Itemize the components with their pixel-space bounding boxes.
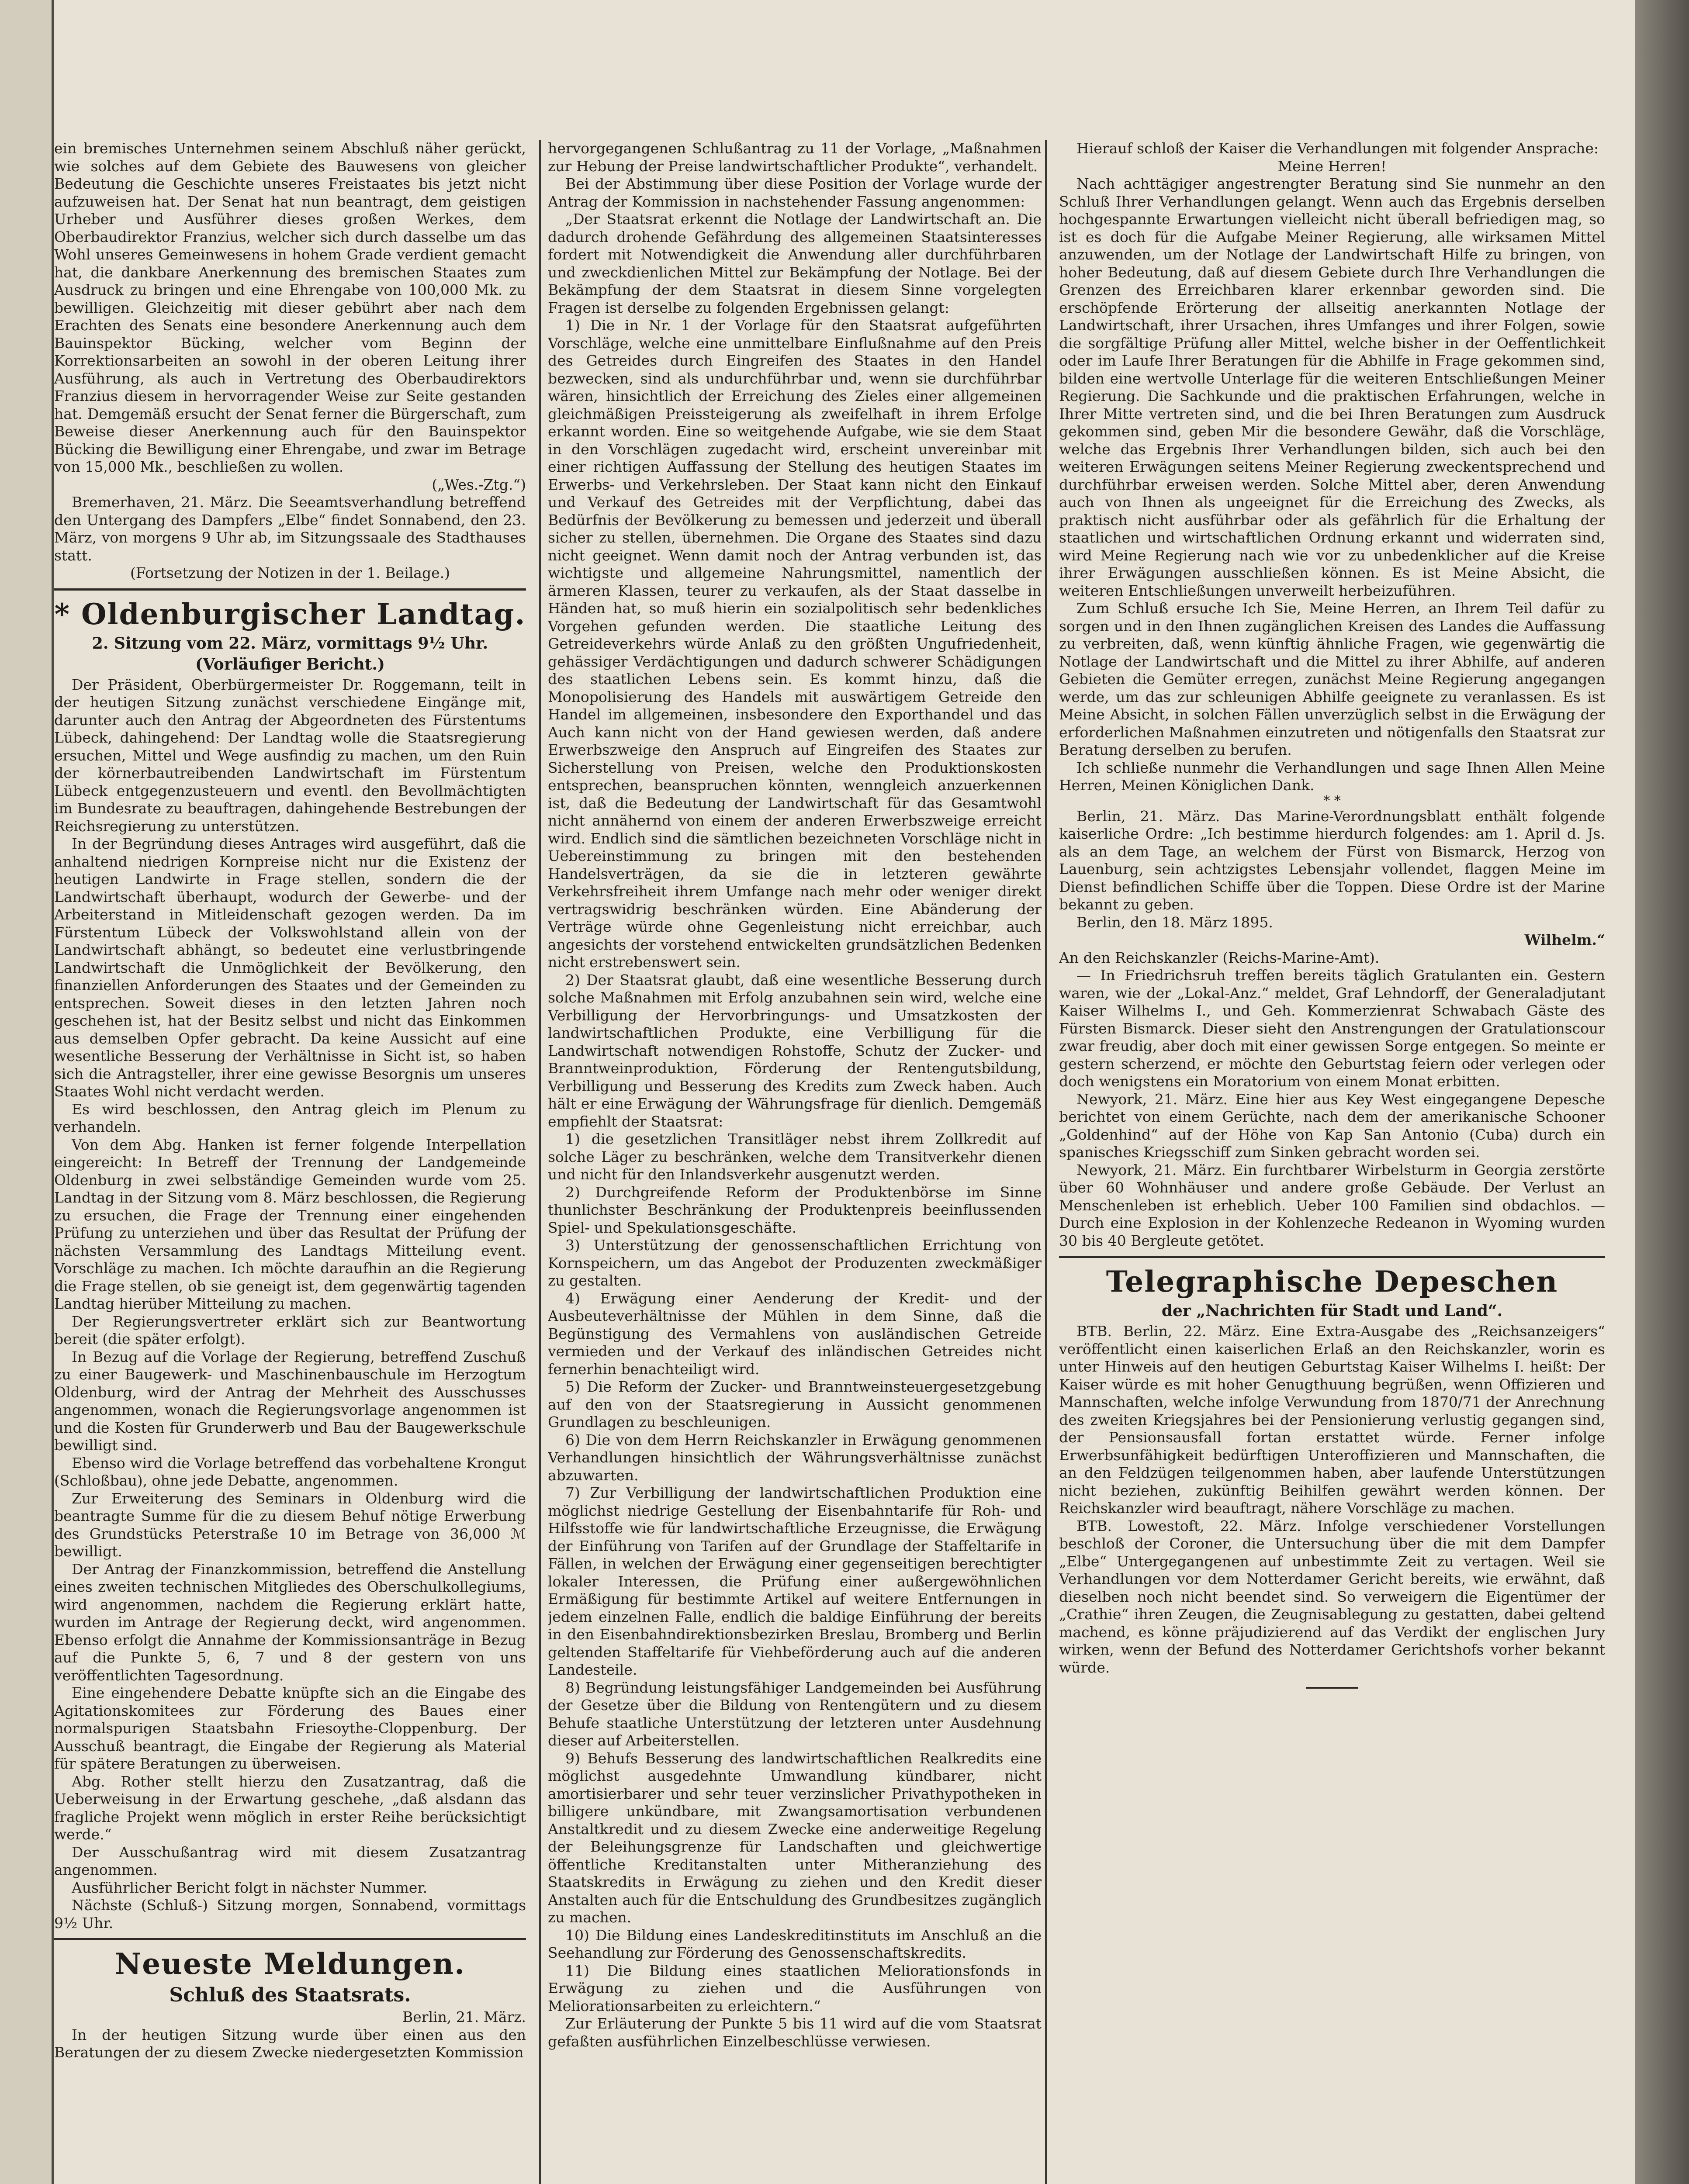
heading-telegraphische-depeschen: Telegraphische Depeschen: [1106, 1265, 1558, 1299]
subheading-bericht: (Vorläufiger Bericht.): [195, 655, 385, 674]
landtag-paragraph: Der Regierungsvertreter erklärt sich zur Beantwortung bereit (die später erfolgt).: [54, 1313, 526, 1348]
section-rule: [54, 588, 526, 591]
kaiser-speech-paragraph: Zum Schluß ersuche Ich Sie, Meine Herren, an Ihrem Teil dafür zu sorgen und in den Ihnen zugänglichen Kreisen des Landes die Auffassung zu verbreiten, daß, wenn künftig ähnliche Fragen, wie gegenwärtig die Notlage der Landwirtschaft und die Mittel zu ihrer Abhilfe, auf anderen Gebieten die Gemüter erregen, zunächst Meine Regierung angegangen werde, um das zur schleunigen Abhilfe geeignete zu veranlassen. Es ist Meine Absicht, in solchen Fällen unverzüglich selbst in die Erwägung der erforderlichen Maßnahmen einzutreten und nötigenfalls den Staatsrat zur Beratung derselben zu berufen.: [1059, 600, 1605, 758]
order-signature: Wilhelm.“: [1524, 931, 1605, 948]
staatsrat-paragraph: 9) Behufs Besserung des landwirtschaftlichen Realkredits eine möglichst ausgedehnte Umwandlung kündbarer, nicht amortisierbarer und sehr teuer verzinslicher Privathypotheken in billigere unkündbare, mit Zwangsamortisation verbundenen Anstaltkredit und zu diesem Zwecke eine anderweitige Regelung der Beleihungsgrenze für Landschaften und gleichwertige öffentliche Kreditanstalten unter Mitheranziehung des Staatskredits in Erwägung zu ziehen und den Kredit dieser Anstalten auch für die Entschuldung des Grundbesitzes zugänglich zu machen.: [548, 1749, 1042, 1926]
landtag-paragraph: Ebenso wird die Vorlage betreffend das vorbehaltene Krongut (Schloßbau), ohne jede Debatte, angenommen.: [54, 1454, 526, 1489]
dateline-berlin: Berlin, 21. März.: [402, 2008, 526, 2025]
article-bremerhaven: Bremerhaven, 21. März. Die Seeamtsverhandlung betreffend den Untergang des Dampfers „Elbe“ findet Sonnabend, den 23. März, von morgens 9 Uhr ab, im Sitzungssaale des Stadthauses statt.: [54, 494, 526, 564]
landtag-paragraph: Von dem Abg. Hanken ist ferner folgende Interpellation eingereicht: In Betreff der Trennung der Landgemeinde Oldenburg in zwei selbständige Gemeinden wurde vom 25. Landtag in der Sitzung vom 8. März beschlossen, die Regierung zu ersuchen, die Frage der Trennung einer eingehenden Prüfung zu unterziehen und über das Resultat der Prüfung der nächsten Versammlung des Landtags Mitteilung event. Vorschläge zu machen. Ich möchte daraufhin an die Regierung die Frage stellen, ob sie geneigt ist, dem gegenwärtig tagenden Landtag hierüber Mitteilung zu machen.: [54, 1136, 526, 1312]
separator-stars: * *: [1323, 793, 1341, 809]
heading-landtag: * Oldenburgischer Landtag.: [54, 597, 526, 631]
kaiser-speech-paragraph: Nach achttägiger angestrengter Beratung sind Sie nunmehr an den Schluß Ihrer Verhandlungen gelangt. Wenn auch das Ergebnis derselben hochgespannte Erwartungen vielleicht nicht überall befriedigen mag, so ist es doch für die Aufgabe Meiner Regierung, alle wirksamen Mittel anzuwenden, um der Notlage der Landwirtschaft Hilfe zu bringen, von hoher Bedeutung, daß auf diesem Gebiete durch Ihre Verhandlungen die Grenzen des Erreichbaren klarer erkennbar geworden sind. Die erschöpfende Erörterung der allseitig anerkannten Notlage der Landwirtschaft, ihrer Ursachen, ihres Umfanges und ihrer Folgen, sowie die sorgfältige Prüfung aller Mittel, welche bisher in der Oeffentlichkeit oder im Laufe Ihrer Beratungen für die Abhilfe in Frage gekommen sind, bilden eine wertvolle Unterlage für die weiteren Entschließungen Meiner Regierung. Die Sachkunde und die praktischen Erfahrungen, welche in Ihrer Mitte vertreten sind, und die bei Ihren Beratungen zum Ausdruck gekommen sind, geben Mir die besondere Gewähr, daß die Vorschläge, welche das Ergebnis Ihrer Verhandlungen bilden, sich auch bei den weiteren Erwägungen seitens Meiner Regierung zweckentsprechend und durchführbar erweisen werden. Solche Mittel aber, deren Anwendung auch von Ihnen als ungeeignet für die Erreichung des Zwecks, als praktisch nicht ausführbar oder als gefährlich für die Erhaltung der staatlichen und wirtschaftlichen Ordnung erkannt und widerraten sind, wird Meine Regierung nach wie vor zu unbedenklicher auf die Kreise ihrer Erwägungen ausschließen können. Es ist Meine Absicht, die weiteren Entschließungen unverweilt herbeizuführen.: [1059, 175, 1605, 599]
dispatch-lowestoft: BTB. Lowestoft, 22. März. Infolge verschiedener Vorstellungen beschloß der Coroner, die Untersuchung über die mit dem Dampfer „Elbe“ Untergegangenen auf unbestimmte Zeit zu vertagen. Weil sie Verhandlungen vor dem Notterdamer Gericht bereits, wie erwähnt, daß dieselben noch nicht beendet sind. So verweigern die Eigentümer der „Crathie“ ihren Zeugen, die Zeugnisablegung zu gestatten, dabei geltend machend, es könne präjudizierend auf das Verdikt der englischen Jury wirken, wenn der Befund des Notterdamer Gerichtshofs vorher bekannt würde.: [1059, 1517, 1605, 1676]
landtag-paragraph: Zur Erweiterung des Seminars in Oldenburg wird die beantragte Summe für die zu diesem Behuf nötige Erwerbung des Grundstücks Peterstraße 10 im Betrage von 36,000 ℳ bewilligt.: [54, 1489, 526, 1560]
landtag-paragraph: Der Ausschußantrag wird mit diesem Zusatzantrag angenommen.: [54, 1843, 526, 1878]
scanner-edge: [0, 0, 52, 2184]
speech-salutation: Meine Herren!: [1277, 157, 1387, 175]
column-left: [54, 140, 526, 2184]
staatsrat-paragraph: 10) Die Bildung eines Landeskreditinstituts im Anschluß an die Seehandlung zur Förderung des Genossenschaftskredits.: [548, 1926, 1042, 1961]
article-friedrichsruh: — In Friedrichsruh treffen bereits täglich Gratulanten ein. Gestern waren, wie der „Lokal-Anz.“ meldet, Graf Lehndorff, der Generaladjutant Kaiser Wilhelms I., und Geh. Kommerzienrat Schwabach Gäste des Fürsten Bismarck. Dieser sieht den Anstrengungen der Gratulationscour zwar freudig, aber doch mit einer gewissen Sorge entgegen. So meinte er gestern scherzend, er möchte den Geburtstag feiern oder verlegen oder doch wenigstens ein Moratorium von einem Monat erbitten.: [1059, 967, 1605, 1090]
column-rule-1: [539, 140, 541, 2184]
article-newyork-1: Newyork, 21. März. Eine hier aus Key West eingegangene Depesche berichtet von einem Gerüchte, nach dem der amerikanische Schooner „Goldenhind“ auf der Höhe von Kap San Antonio (Cuba) durch ein spanisches Kriegsschiff zum Sinken gebracht worden sei.: [1059, 1090, 1605, 1161]
staatsrat-paragraph: In der heutigen Sitzung wurde über einen aus den Beratungen der zu diesem Zwecke niedergesetzten Kommission: [54, 2026, 526, 2061]
article-marine-order: Berlin, 21. März. Das Marine-Verordnungsblatt enthält folgende kaiserliche Ordre: „Ich bestimme hierdurch folgendes: am 1. April d. Js. als an dem Tage, an welchem der Fürst von Bismarck, Herzog von Lauenburg, sein achtzigstes Lebensjahr vollendet, flaggen Meine im Dienst befindlichen Schiffe über die Toppen. Diese Ordre ist der Marine bekannt zu geben.: [1059, 807, 1605, 913]
order-place-date: Berlin, den 18. März 1895.: [1076, 913, 1273, 931]
staatsrat-paragraph: 5) Die Reform der Zucker- und Branntweinsteuergesetzgebung auf den von der Staatsregierung in Aussicht genommenen Grundlagen zu beschleunigen.: [548, 1378, 1042, 1431]
staatsrat-paragraph: hervorgegangenen Schlußantrag zu 11 der Vorlage, „Maßnahmen zur Hebung der Preise landwirtschaftlicher Produkte“, verhandelt.: [548, 140, 1042, 175]
staatsrat-paragraph: „Der Staatsrat erkennt die Notlage der Landwirtschaft an. Die dadurch drohende Gefährdung des allgemeinen Staatsinteresses fordert mit Notwendigkeit die Anwendung aller durchführbaren und zweckdienlichen Mittel zur Bekämpfung der Notlage. Bei der Bekämpfung der dem Staatsrat in diesem Sinne vorgelegten Fragen ist derselbe zu folgenden Ergebnissen gelangt:: [548, 211, 1042, 316]
section-rule: [54, 1938, 526, 1940]
landtag-paragraph: Abg. Rother stellt hierzu den Zusatzantrag, daß die Ueberweisung in der Erwartung geschehe, „daß alsdann das fragliche Projekt wenn möglich in erster Reihe berücksichtigt werde.“: [54, 1773, 526, 1843]
section-rule: [1059, 1256, 1605, 1258]
staatsrat-paragraph: 3) Unterstützung der genossenschaftlichen Errichtung von Kornspeichern, um das Angebot der Produzenten zweckmäßiger zu gestalten.: [548, 1237, 1042, 1289]
landtag-paragraph: Der Antrag der Finanzkommission, betreffend die Anstellung eines zweiten technischen Mitgliedes des Oberschulkollegiums, wird angenommen, nachdem die Regierung erklärt hatte, wurden im Antrage der Regierung deckt, wird angenommen. Ebenso erfolgt die Annahme der Kommissionsanträge in Bezug auf die Punkte 5, 6, 7 und 8 der gestern von uns veröffentlichten Tagesordnung.: [54, 1560, 526, 1684]
newspaper-page: [54, 0, 1635, 2184]
landtag-paragraph: Der Präsident, Oberbürgermeister Dr. Roggemann, teilt in der heutigen Sitzung zunächst verschiedene Eingänge mit, darunter auch den Antrag der Abgeordneten des Fürstentums Lübeck, dahingehend: Der Landtag wolle die Staatsregierung ersuchen, Mittel und Wege ausfindig zu machen, um den Ruin der körnerbautreibenden Landwirtschaft im Fürstentum Lübeck entgegenzusteuern und eventl. den Bevollmächtigten im Bundesrate zu beauftragen, dahingehende Bestrebungen der Reichsregierung zu unterstützen.: [54, 676, 526, 835]
staatsrat-paragraph: 8) Begründung leistungsfähiger Landgemeinden bei Ausführung der Gesetze über die Bildung von Rentengütern und zu diesem Behufe staatliche Unterstützung der letzteren unter Ausdehnung dieser auf Arbeiterstellen.: [548, 1679, 1042, 1749]
continuation-note: (Fortsetzung der Notizen in der 1. Beilage.): [130, 564, 450, 581]
staatsrat-paragraph: 11) Die Bildung eines staatlichen Meliorationsfonds in Erwägung zu ziehen und die Ausführungen von Meliorationsarbeiten zu erleichtern.“: [548, 1962, 1042, 2015]
staatsrat-paragraph: 2) Durchgreifende Reform der Produktenbörse im Sinne thunlichster Beschränkung der Produktenpreis beeinflussenden Spiel- und Spekulationsgeschäfte.: [548, 1183, 1042, 1236]
landtag-paragraph: In der Begründung dieses Antrages wird ausgeführt, daß die anhaltend niedrigen Kornpreise nicht nur die Existenz der heutigen Landwirte in Frage stellen, sondern die der Landwirtschaft überhaupt, wodurch der Gewerbe- und der Arbeiterstand in Mitleidenschaft gezogen werden. Da im Fürstentum Lübeck der Volkswohlstand allein von der Landwirtschaft abhängt, so bedeutet eine verlustbringende Landwirtschaft die Unmöglichkeit der Bevölkerung, den finanziellen Anforderungen des Staates und der Gemeinden zu entsprechen. Soweit dieses in den letzten Jahren noch geschehen ist, hat der Besitz selbst und nicht das Einkommen aus demselben Opfer gebracht. Da keine Aussicht auf eine wesentliche Besserung der Verhältnisse in Sicht ist, so haben sich die Antragsteller, ihrer eine gewisse Besorgnis um unseres Staates Wohl nicht verdacht werden.: [54, 835, 526, 1100]
landtag-paragraph: Ausführlicher Bericht folgt in nächster Nummer.: [72, 1879, 428, 1896]
staatsrat-paragraph: 4) Erwägung einer Aenderung der Kredit- und der Ausbeuteverhältnisse der Mühlen in dem Sinne, daß die Begünstigung des Vermahlens von ausländischen Getreide vermieden und der Verkauf des inländischen Getreides nicht fernerhin benachteiligt wird.: [548, 1289, 1042, 1378]
subheading-sitzung: 2. Sitzung vom 22. März, vormittags 9½ Uhr.: [92, 634, 488, 653]
staatsrat-paragraph: 2) Der Staatsrat glaubt, daß eine wesentliche Besserung durch solche Maßnahmen mit Erfolg anzubahnen sein wird, welche eine Verbilligung der Hervorbringungs- und Umsatzkosten der landwirtschaftlichen Produkte, eine Verbilligung für die Landwirtschaft notwendigen Rohstoffe, Schutz der Zucker- und Branntweinproduktion, Förderung der Rentengutsbildung, Verbilligung und Besserung des Kredits zum Zweck haben. Auch hält er eine Erwägung der Währungsfrage für dienlich. Demgemäß empfiehlt der Staatsrat:: [548, 971, 1042, 1130]
staatsrat-paragraph: 7) Zur Verbilligung der landwirtschaftlichen Produktion eine möglichst niedrige Gestellung der Eisenbahntarife für Roh- und Hilfsstoffe wie für landwirtschaftliche Erzeugnisse, die Erwägung der Einführung von Tarifen auf der Grundlage der Staffeltarife in Fällen, in welchen der Erwägung einer gegenseitigen berechtigter lokaler Interessen, die Prüfung einer außergewöhnlichen Ermäßigung für bestimmte Artikel auf weitere Entfernungen in jedem einzelnen Falle, endlich die baldige Einführung der bereits in den Eisenbahndirektionsbezirken Breslau, Bromberg und Berlin geltenden Staffeltarife für Viehbeförderung auch auf die anderen Landesteile.: [548, 1484, 1042, 1678]
kaiser-speech-intro: Hierauf schloß der Kaiser die Verhandlungen mit folgender Ansprache:: [1076, 140, 1599, 157]
landtag-paragraph: Es wird beschlossen, den Antrag gleich im Plenum zu verhandeln.: [54, 1100, 526, 1135]
staatsrat-paragraph: 6) Die von dem Herrn Reichskanzler in Erwägung genommenen Verhandlungen hinsichtlich der Währungsverhältnisse zunächst abzuwarten.: [548, 1431, 1042, 1484]
heading-schluss-staatsrat: Schluß des Staatsrats.: [169, 1984, 411, 2006]
column-right: [1059, 140, 1605, 2184]
page-shadow: [1635, 0, 1689, 2184]
landtag-paragraph: Nächste (Schluß-) Sitzung morgen, Sonnabend, vormittags 9½ Uhr.: [54, 1897, 526, 1932]
heading-neueste-meldungen: Neueste Meldungen.: [114, 1947, 466, 1981]
staatsrat-paragraph: Zur Erläuterung der Punkte 5 bis 11 wird auf die vom Staatsrat gefaßten ausführlichen Einzelbeschlüsse verwiesen.: [548, 2015, 1042, 2050]
dispatch-berlin: BTB. Berlin, 22. März. Eine Extra-Ausgabe des „Reichsanzeigers“ veröffentlicht einen kaiserlichen Erlaß an den Reichskanzler, worin es unter Hinweis auf den heutigen Geburtstag Kaiser Wilhelms I. heißt: Der Kaiser würde es mit hoher Genugthuung begrüßen, wenn Offizieren und Mannschaften, welche infolge Verwundung from 1870/71 der Anrechnung des zweiten Kriegsjahres bei der Pensionierung verlustig gegangen sind, der Pensionsausfall fortan erstattet würde. Ferner infolge Erwerbsunfähigkeit bedürftigen Unteroffizieren und Mannschaften, die an den Feldzügen teilgenommen haben, aber laufende Unterstützungen nicht beziehen, zukünftig Beihilfen gewährt werden können. Der Reichskanzler wird beauftragt, nähere Vorschläge zu machen.: [1059, 1323, 1605, 1517]
staatsrat-paragraph: 1) Die in Nr. 1 der Vorlage für den Staatsrat aufgeführten Vorschläge, welche eine unmittelbare Einflußnahme auf den Preis des Getreides durch Eingreifen des Staates in den Handel bezwecken, sind als undurchführbar und, wenn sie durchführbar wären, hinsichtlich der Erreichung des Zieles einer allgemeinen gleichmäßigen Preissteigerung als zweifelhaft in ihrem Erfolge erkannt worden. Eine so weitgehende Aufgabe, wie sie dem Staat in den Vorschlägen zugedacht wird, erscheint unvereinbar mit einer richtigen Auffassung der Stellung des heutigen Staates im Erwerbs- und Verkehrsleben. Der Staat kann nicht den Einkauf und Verkauf des Getreides mit der Verpflichtung, dabei das Bedürfnis der Bevölkerung zu bemessen und jederzeit und überall sicher zu stellen, übernehmen. Die Organe des Staates sind dazu nicht geeignet. Wenn damit noch der Antrag verbunden ist, das wichtigste und allgemeine Nahrungsmittel, namentlich der ärmeren Klassen, teurer zu verkaufen, als der Staat dasselbe in Händen hat, so muß hierin ein sozialpolitisch sehr bedenkliches Vorgehen gefunden werden. Die staatliche Leitung des Getreideverkehrs würde Anlaß zu den größten Ungufriedenheit, gehässiger Verdächtigungen und dadurch schwerer Schädigungen des staatlichen Lebens sein. Es kommt hinzu, daß die Monopolisierung des Handels mit auswärtigem Getreide den Handel im allgemeinen, insbesondere den Exporthandel und das Auch kann nicht von der Hand gewiesen werden, daß andere Erwerbszweige den Anspruch auf Eingreifen des Staates zur Sicherstellung von Preisen, welche den Produktionskosten entsprechen, beanspruchen könnten, wenngleich anzuerkennen ist, daß die Bedeutung der Landwirtschaft für das Gesamtwohl nicht annähernd von einem der anderen Erwerbszweige erreicht wird. Endlich sind die sämtlichen bezeichneten Vorschläge nicht in Uebereinstimmung zu bringen mit den bestehenden Handelsverträgen, da sie die in letzteren gewährte Verkehrsfreiheit ihrem Umfange nach mehr oder weniger direkt vertragswidrig beschränken würden. Eine Abänderung der Verträge würde ohne Gegenleistung nicht erreichbar, auch angesichts der vorstehend entwickelten grundsätzlichen Bedenken nicht erstrebenswert sein.: [548, 317, 1042, 971]
column-rule-2: [1045, 140, 1047, 2184]
staatsrat-paragraph: 1) die gesetzlichen Transitläger nebst ihrem Zollkredit auf solche Läger zu beschränken, welche dem Transitverkehr dienen und nicht für den Inlandsverkehr ausgenutzt werden.: [548, 1130, 1042, 1183]
end-rule: [1306, 1687, 1358, 1689]
staatsrat-paragraph: Bei der Abstimmung über diese Position der Vorlage wurde der Antrag der Kommission in nachstehender Fassung angenommen:: [548, 175, 1042, 210]
subheading-nachrichten: der „Nachrichten für Stadt und Land“.: [1161, 1302, 1503, 1320]
order-recipient: An den Reichskanzler (Reichs-Marine-Amt).: [1059, 949, 1380, 966]
kaiser-speech-paragraph: Ich schließe nunmehr die Verhandlungen und sage Ihnen Allen Meine Herren, Meinen Königlichen Dank.: [1059, 759, 1605, 794]
source-credit: („Wes.-Ztg.“): [432, 476, 526, 493]
column-middle: [548, 140, 1042, 2184]
landtag-paragraph: Eine eingehendere Debatte knüpfte sich an die Eingabe des Agitationskomitees zur Förderung des Baues einer normalspurigen Staatsbahn Friesoythe-Cloppenburg. Der Ausschuß beantragt, die Eingabe der Regierung als Material für spätere Beratungen zu überweisen.: [54, 1684, 526, 1772]
article-bremen-text: ein bremisches Unternehmen seinem Abschluß näher gerückt, wie solches auf dem Gebiete des Bauwesens von gleicher Bedeutung die Geschichte unseres Freistaates bis jetzt nicht aufzuweisen hat. Der Senat hat nun beantragt, dem geistigen Urheber und Ausführer dieses großen Werkes, dem Oberbaudirektor Franzius, welcher sich durch dasselbe um das Wohl unseres Gemeinwesens in hohem Grade verdient gemacht hat, die dankbare Anerkennung des bremischen Staates zum Ausdruck zu bringen und eine Ehrengabe von 100,000 Mk. zu bewilligen. Gleichzeitig mit dieser gebührt aber nach dem Erachten des Senats eine besondere Anerkennung auch dem Bauinspektor Bücking, welcher vom Beginn der Korrektionsarbeiten an sowohl in der oberen Leitung ihrer Ausführung, als auch in Vertretung des Oberbaudirektors Franzius diesem in hervorragender Weise zur Seite gestanden hat. Demgemäß ersucht der Senat ferner die Bürgerschaft, zum Beweise dieser Anerkennung auch für den Bauinspektor Bücking die Bewilligung einer Ehrengabe, und zwar im Betrage von 15,000 Mk., beschließen zu wollen.: [54, 140, 526, 475]
landtag-paragraph: In Bezug auf die Vorlage der Regierung, betreffend Zuschuß zu einer Baugewerk- und Maschinenbauschule im Herzogtum Oldenburg, wird der Antrag der Mehrheit des Ausschusses angenommen, wonach die Regierungsvorlage angenommen ist und die Kosten für Grunderwerb und Bau der Baugewerkschule bewilligt sind.: [54, 1348, 526, 1454]
article-newyork-2: Newyork, 21. März. Ein furchtbarer Wirbelsturm in Georgia zerstörte über 60 Wohnhäuser und andere große Gebäude. Der Verlust an Menschenleben ist erheblich. Ueber 100 Familien sind obdachlos. — Durch eine Explosion in der Kohlenzeche Redeanon in Wyoming wurden 30 bis 40 Bergleute getötet.: [1059, 1161, 1605, 1249]
